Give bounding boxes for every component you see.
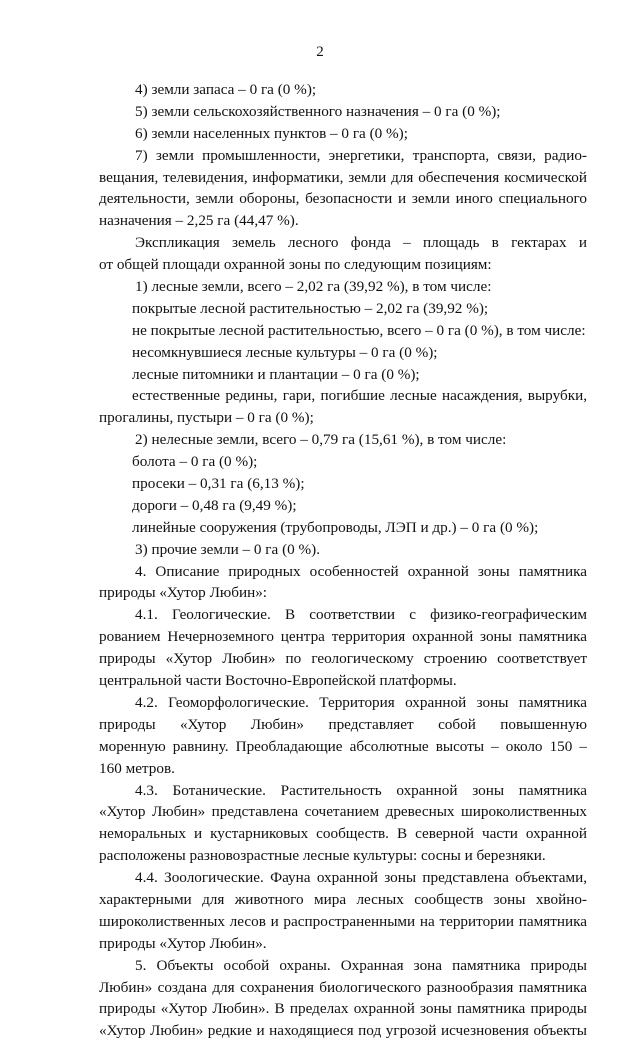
text-line: 4) земли запаса – 0 га (0 %); xyxy=(135,81,317,98)
text-line: просеки – 0,31 га (6,13 %); xyxy=(132,475,305,493)
text-line: «Хутор Любин» представлена сочетанием древесных широколиственных xyxy=(99,803,587,821)
text-line: природы «Хутор Любин» представляет собой повышенную xyxy=(99,715,587,733)
text-line: 4.3. Ботанические. Растительность охранной зоны памятника xyxy=(135,781,587,799)
text-line: вещания, телевидения, информатики, земли для обеспечения космической xyxy=(99,168,587,186)
text-line: природы «Хутор Любин». xyxy=(99,934,267,952)
text-line: дороги – 0,48 га (9,49 %); xyxy=(132,496,297,514)
text-line: Любин» создана для сохранения биологического разнообразия памятника xyxy=(99,978,587,996)
text-line: естественные редины, гари, погибшие лесные насаждения, вырубки, xyxy=(132,387,587,405)
text-line: линейные сооружения (трубопроводы, ЛЭП и др.) – 0 га (0 %); xyxy=(132,518,539,536)
text-line: 4.1. Геологические. В соответствии с физико-географическим xyxy=(135,606,587,624)
text-line: моренную равнину. Преобладающие абсолютные высоты – около 150 – xyxy=(99,737,587,755)
text-line: 1) лесные земли, всего – 2,02 га (39,92 %), в том числе: xyxy=(135,278,492,296)
text-line: болота – 0 га (0 %); xyxy=(132,453,258,471)
text-line: природы «Хутор Любин». В пределах охранной зоны памятника природы xyxy=(99,1000,587,1018)
text-line: 5) земли сельскохозяйственного назначения – 0 га (0 %); xyxy=(135,102,501,120)
text-line: 2) нелесные земли, всего – 0,79 га (15,61 %), в том числе: xyxy=(135,431,507,449)
text-line: неморальных и кустарниковых сообществ. В северной части охранной xyxy=(99,825,587,843)
text-line: назначения – 2,25 га (44,47 %). xyxy=(99,212,299,230)
text-line: несомкнувшиеся лесные культуры – 0 га (0 %); xyxy=(132,343,438,361)
text-line: прогалины, пустыри – 0 га (0 %); xyxy=(99,409,314,427)
text-line: характерными для животного мира лесных сообществ зоны хвойно- xyxy=(99,890,587,908)
text-line: Экспликация земель лесного фонда – площадь в гектарах и xyxy=(135,234,587,252)
text-line: не покрытые лесной растительностью, всего – 0 га (0 %), в том числе: xyxy=(132,321,586,339)
text-line: широколиственных лесов и распространенными на территории памятника xyxy=(99,912,587,930)
text-line: от общей площади охранной зоны по следующим позициям: xyxy=(99,256,492,274)
text-line: 7) земли промышленности, энергетики, транспорта, связи, радио- xyxy=(135,146,587,164)
text-line: 6) земли населенных пунктов – 0 га (0 %); xyxy=(135,124,408,142)
text-line: 5. Объекты особой охраны. Охранная зона памятника природы xyxy=(135,956,587,974)
text-line: 4.4. Зоологические. Фауна охранной зоны представлена объектами, xyxy=(135,869,587,887)
text-line: расположены разновозрастные лесные культуры: сосны и березняки. xyxy=(99,847,546,865)
text-line: 4.2. Геоморфологические. Территория охранной зоны памятника xyxy=(135,693,587,711)
text-line: 3) прочие земли – 0 га (0 %). xyxy=(135,540,321,558)
text-line: природы «Хутор Любин»: xyxy=(99,584,268,602)
page-number: 2 xyxy=(316,44,324,60)
text-line: деятельности, земли обороны, безопасности и земли иного специального xyxy=(99,190,587,208)
text-line: 160 метров. xyxy=(99,759,175,777)
text-line: рованием Нечерноземного центра территория охранной зоны памятника xyxy=(99,628,587,646)
text-line: покрытые лесной растительностью – 2,02 га (39,92 %); xyxy=(132,299,489,317)
document-body xyxy=(99,79,587,1042)
text-line: «Хутор Любин» редкие и находящиеся под угрозой исчезновения объекты xyxy=(99,1022,587,1040)
text-line: лесные питомники и плантации – 0 га (0 %); xyxy=(132,365,420,383)
text-line: природы «Хутор Любин» по геологическому строению соответствует xyxy=(99,650,587,668)
text-line: 4. Описание природных особенностей охранной зоны памятника xyxy=(135,562,587,580)
text-line: центральной части Восточно-Европейской платформы. xyxy=(99,672,457,690)
